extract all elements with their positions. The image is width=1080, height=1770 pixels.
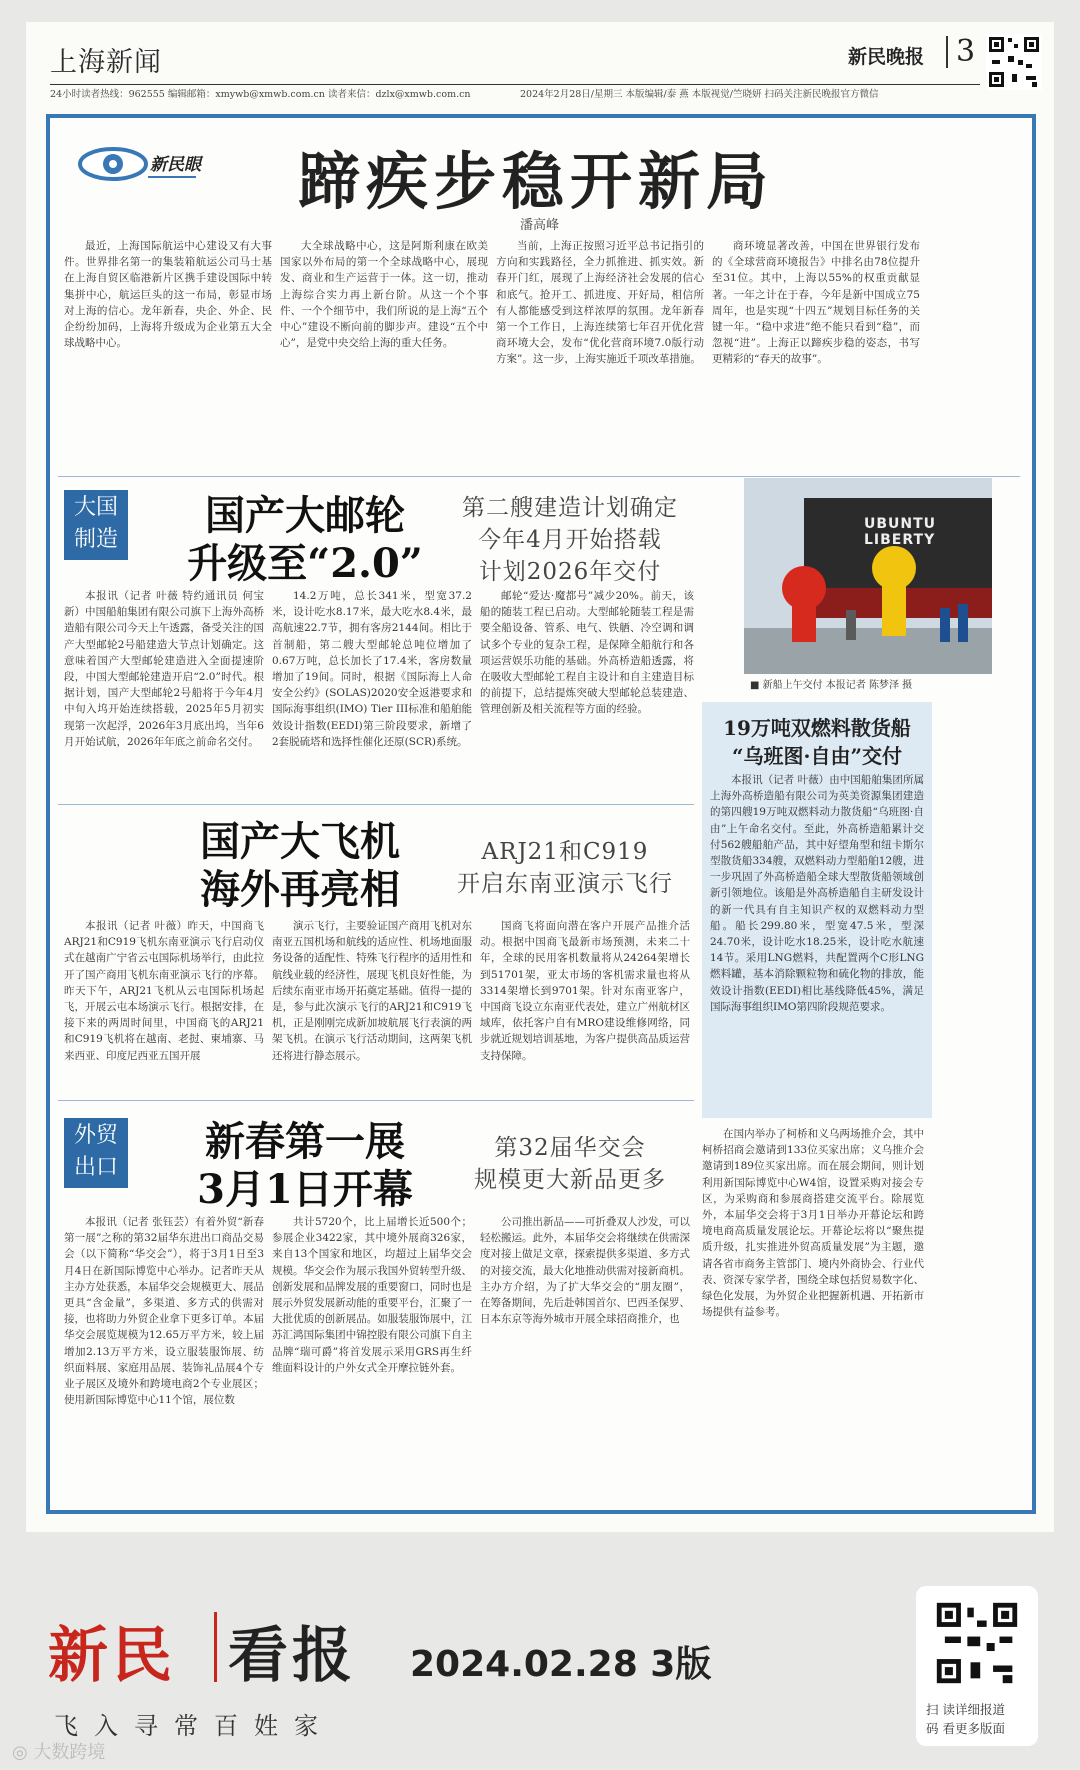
- cruise-column-3: 邮轮“爱达·魔都号”减少20%。前天，该船的随装工程已启动。大型邮轮随装工程是需要全船设备、管系、电气、铁舾、冷空调和调试多个专业的复杂工程，是保障全船航行和各项运营娱乐功能的基础。外高桥造船透露，将在吸收大型邮轮工程自主设计和自主建造目标的前提下，总结提炼突破大型邮轮总装建造、管理创新及相关流程等方面的经验。: [480, 590, 694, 716]
- section-title: 上海新闻: [50, 47, 162, 78]
- hotline-text: 24小时读者热线：962555 编辑邮箱：xmywb@xmwb.com.cn 读者来信：dzlx@xmwb.com.cn: [50, 89, 471, 100]
- title-line: 3月1日开幕: [197, 1166, 413, 1213]
- date-line: 2024年2月28日/星期三 本版编辑/泰 燕 本版视觉/竺晓妍 扫码关注新民晚报官方微信: [520, 89, 879, 100]
- footer-kanbao: 看报: [228, 1621, 356, 1691]
- qr-caption: [926, 1700, 1005, 1738]
- expo-column-4: 在国内举办了柯桥和义乌两场推介会，其中柯桥招商会邀请到133位买家出席；义乌推介会邀请到189位买家出席。而在展会期间，则计划利用新国际博览中心W4馆，设置采购对接会专区，为采购商和参展商搭建交流平台。除展览外，本届华交会将于3月1日举办开幕论坛和跨境电商高质量发展论坛。开幕论坛将以“聚焦提质升级，扎实推进外贸高质量发展”为主题，邀请各省市商务主管部门、境内外商协会、行业代表、资深专家学者，围绕全球包括贸易数字化、绿色化发展，为外贸企业把握新机遇、开拓新市场提供有益参考。: [702, 1128, 924, 1319]
- cruise-column-2: 14.2万吨，总长341米，型宽37.2米，设计吃水8.17米，最大吃水8.4米，最高航速22.7节，拥有客房2144间。相比于首制船，第二艘大型邮轮总吨位增加了0.67万吨，总长加长了17.4米，客房数量增加了19间。同时，根据《国际海上人命安全公约》(SOLAS)2020安全返港要求和国际海事组织(IMO) Tier III标准和船舶能效设计指数(EEDI)第三阶段要求，新增了2套脱硫塔和选择性催化还原(SCR)系统。: [272, 590, 472, 748]
- subtitle-line: ARJ21和C919: [481, 839, 649, 865]
- aircraft-title: [180, 818, 420, 914]
- lead-column-1: 最近，上海国际航运中心建设又有大事件。世界排名第一的集装箱航运公司马士基在上海自贸区临港新片区携手建设国际中转集拼中心，航运巨头的这一布局，彰显市场对上海的信心。龙年新春，央企、外企、民企纷纷加码，上海将升级成为企业第五大全球战略中心。: [64, 240, 272, 350]
- subtitle-line: 第二艘建造计划确定: [462, 495, 678, 521]
- page-number: 3: [946, 36, 975, 68]
- lead-column-2: 大全球战略中心，这是阿斯利康在欧美国家以外布局的第一个全球战略中心，展现发、商业和生产运营于一体。这一切，推动上海综合实力再上新台阶。从这一个个事件、一个个细节中，我们所说的是上海“五个中心”建设不断向前的脚步声。建设“五个中心”，是党中央交给上海的重大任务。: [280, 240, 488, 350]
- title-line: 国产大邮轮: [205, 492, 405, 539]
- expo-title: [160, 1118, 450, 1214]
- header-rule: [50, 84, 980, 85]
- tag-line: 制造: [73, 527, 118, 552]
- aircraft-column-2: 演示飞行，主要验证国产商用飞机对东南亚五国机场和航线的适应性、机场地面服务设备的适配性、特殊飞行程序的适用性和航线业载的经济性，展现飞机良好性能，为后续东南亚市场开拓奠定基础。值得一提的是，参与此次演示飞行的ARJ21和C919飞机，正是刚刚完成新加坡航展飞行表演的两架飞机。在演示飞行活动期间，这两架飞机还将进行静态展示。: [272, 920, 472, 1062]
- subtitle-line: 第32届华交会: [494, 1135, 646, 1161]
- title-line: “乌班图·自由”交付: [732, 744, 902, 768]
- section-divider: [58, 1100, 694, 1101]
- title-line: 国产大飞机: [200, 818, 400, 865]
- qr-code-icon[interactable]: [932, 1598, 1022, 1688]
- column-rule: [148, 176, 196, 178]
- article-frame: [46, 114, 1036, 1514]
- subtitle-line: 开启东南亚演示飞行: [457, 871, 673, 897]
- footer-logo: 新民: [48, 1621, 176, 1691]
- section-divider: [58, 804, 694, 805]
- photo-caption: ■ 新船上午交付 本报记者 陈梦泽 摄: [750, 680, 913, 691]
- qr-code-icon[interactable]: [986, 34, 1042, 90]
- expo-column-3: 公司推出新品——可折叠双人沙发，可以轻松搬运。此外，本届华交会将继续在供需深度对接上做足文章，探索提供多渠道、多方式的对接交流，最大化地推动供需对接新商机。主办方介绍，为了扩大华交会的“朋友圈”，在筹备期间，先后赴韩国首尔、巴西圣保罗、日本东京等海外城市开展全球招商推介，也: [480, 1216, 690, 1326]
- tag-made-in-china: [64, 490, 128, 560]
- lead-column-3: 当前，上海正按照习近平总书记指引的方向和实践路径，全力抓推进、抓实效。新春开门红，展现了上海经济社会发展的信心和底气。抢开工、抓进度、开好局，相信所有人都能感受到这样浓厚的氛围。龙年新春第一个工作日，上海连续第七年召开优化营商环境大会，发布“优化营商环境7.0版行动方案”。这一步，上海实施近千项改革措施。: [496, 240, 704, 366]
- tag-foreign-trade: [64, 1118, 128, 1188]
- eye-icon: [78, 146, 148, 182]
- aircraft-column-1: 本报讯（记者 叶薇）昨天，中国商飞ARJ21和C919飞机东南亚演示飞行启动仪式在越南广宁省云屯国际机场举行，由此拉开了国产商用飞机东南亚演示飞行的序幕。昨天下午，ARJ21飞机从云屯国际机场起飞，开展云屯本场演示飞行。根据安排，在接下来的两周时间里，中国商飞的ARJ21和C919飞机将在越南、老挝、柬埔寨、马来西亚、印度尼西亚五国开展: [64, 920, 264, 1062]
- aircraft-subtitle: [440, 836, 690, 900]
- title-line: 升级至“2.0”: [187, 540, 423, 587]
- footer-divider: [214, 1612, 217, 1682]
- ship-photo: [744, 478, 992, 674]
- bulk-body: 本报讯（记者 叶薇）由中国船舶集团所属上海外高桥造船有限公司为英美资源集团建造的第四艘19万吨双燃料动力散货船“乌班图·自由”上午命名交付。至此，外高桥造船累计交付562艘船舶产品，其中好望角型和纽卡斯尔型散货船334艘，双燃料动力型船舶12艘，进一步巩固了外高桥造船全球大型散货船领域创新引领地位。该船是外高桥造船自主研发设计的新一代具有自主知识产权的双燃料动力型船。船长299.80米，型宽47.5米，型深24.70米，设计吃水18.25米，设计吃水航速14节。采用LNG燃料，共配置两个C形LNG燃料罐，基本消除颗粒物和硫化物的排放，能效设计指数(EEDI)相比基线降低45%，满足国际海事组织IMO第四阶段规范要求。: [710, 774, 924, 1013]
- watermark: ◎ 大数跨境: [12, 1742, 106, 1763]
- cruise-title: [170, 492, 440, 588]
- tag-line: 外贸: [73, 1123, 118, 1148]
- title-line: 海外再亮相: [200, 866, 400, 913]
- issue-date: 2024.02.28 3版: [410, 1644, 712, 1685]
- expo-column-1: 本报讯（记者 张钰芸）有着外贸“新春第一展”之称的第32届华东进出口商品交易会（以下简称“华交会”），将于3月1日至3月4日在新国际博览中心举办。记者昨天从主办方处获悉，本届华交会规模更大、展品更具“含金量”，多渠道、多方式的供需对接，也将助力外贸企业拿下更多订单。本届华交会展览规模为12.65万平方米，较上届增加2.13万平方米，设立服装服饰展、纺织面料展、家庭用品展、装饰礼品展4个专业子展区及境外和跨境电商2个专业展区；使用新国际博览中心11个馆，展位数: [64, 1216, 264, 1407]
- cruise-column-1: 本报讯（记者 叶薇 特约通讯员 何宝新）中国船舶集团有限公司旗下上海外高桥造船有限公司今天上午透露，备受关注的国产大型邮轮2号船建造大节点计划确定。这意味着国产大型邮轮建造进入全面提速阶段，中国大型邮轮建造开启“2.0”时代。根据计划，国产大型邮轮2号船将于今年4月中旬入坞开始连续搭载，2025年5月初实现第一次起浮，2026年3月底出坞，当年6月开始试航，2026年年底之前命名交付。: [64, 590, 264, 748]
- footer-slogan: 飞入寻常百姓家: [54, 1712, 334, 1740]
- cruise-subtitle: [450, 492, 690, 588]
- column-label: 新民眼: [150, 155, 201, 175]
- expo-column-2: 共计5720个，比上届增长近500个；参展企业3422家，其中境外展商326家，来自13个国家和地区，均超过上届华交会规模。华交会作为展示我国外贸转型升级、创新发展和品牌发展的重要窗口，同时也是展示外贸发展新动能的重要平台，汇聚了一大批优质的创新展品。如服装服饰展中，江苏汇鸿国际集团中锦控股有限公司旗下自主品牌“瑞可爵”将首发展示采用GRS再生纤维面料设计的户外女式全开摩拉链外套。: [272, 1216, 472, 1374]
- lead-column-4: 商环境显著改善，中国在世界银行发布的《全球营商环境报告》中排名由78位提升至31位。其中，上海以55%的权重贡献显著。一年之计在于春，今年是新中国成立75周年，也是实现“十四五”规划目标任务的关键一年。“稳中求进”绝不能只看到“稳”，而忽视“进”。上海正以蹄疾步稳的姿态，书写更精彩的“春天的故事”。: [712, 240, 920, 366]
- tag-line: 出口: [73, 1155, 118, 1180]
- byline: 潘高峰: [520, 218, 560, 233]
- subtitle-line: 规模更大新品更多: [474, 1167, 666, 1193]
- section-divider: [58, 476, 1020, 477]
- aircraft-column-3: 国商飞将面向潜在客户开展产品推介活动。根据中国商飞最新市场预测，未来二十年，全球的民用客机数量将从24264架增长到51701架，亚太市场的客机需求量也将从3314架增长到9701架。针对东南亚客户，中国商飞设立东南亚代表处，建立广州航材区域库，依托客户自有MRO建设维修网络，同步就近规划培训基地，为客户提供高品质运营支持保障。: [480, 920, 690, 1062]
- masthead-logo: 新民晚报: [848, 46, 925, 68]
- qr-caption-line: 码 看更多版面: [926, 1721, 1005, 1736]
- title-line: 19万吨双燃料散货船: [723, 716, 911, 740]
- ship-name: UBUNTU LIBERTY: [864, 516, 937, 548]
- title-line: 新春第一展: [205, 1118, 405, 1165]
- tag-line: 大国: [73, 495, 118, 520]
- subtitle-line: 计划2026年交付: [478, 559, 662, 585]
- subtitle-line: 今年4月开始搭载: [478, 527, 662, 553]
- expo-subtitle: [450, 1132, 690, 1196]
- qr-caption-line: 扫 读详细报道: [926, 1702, 1005, 1717]
- headline: 蹄疾步稳开新局: [298, 145, 775, 218]
- bulk-title: [702, 714, 932, 770]
